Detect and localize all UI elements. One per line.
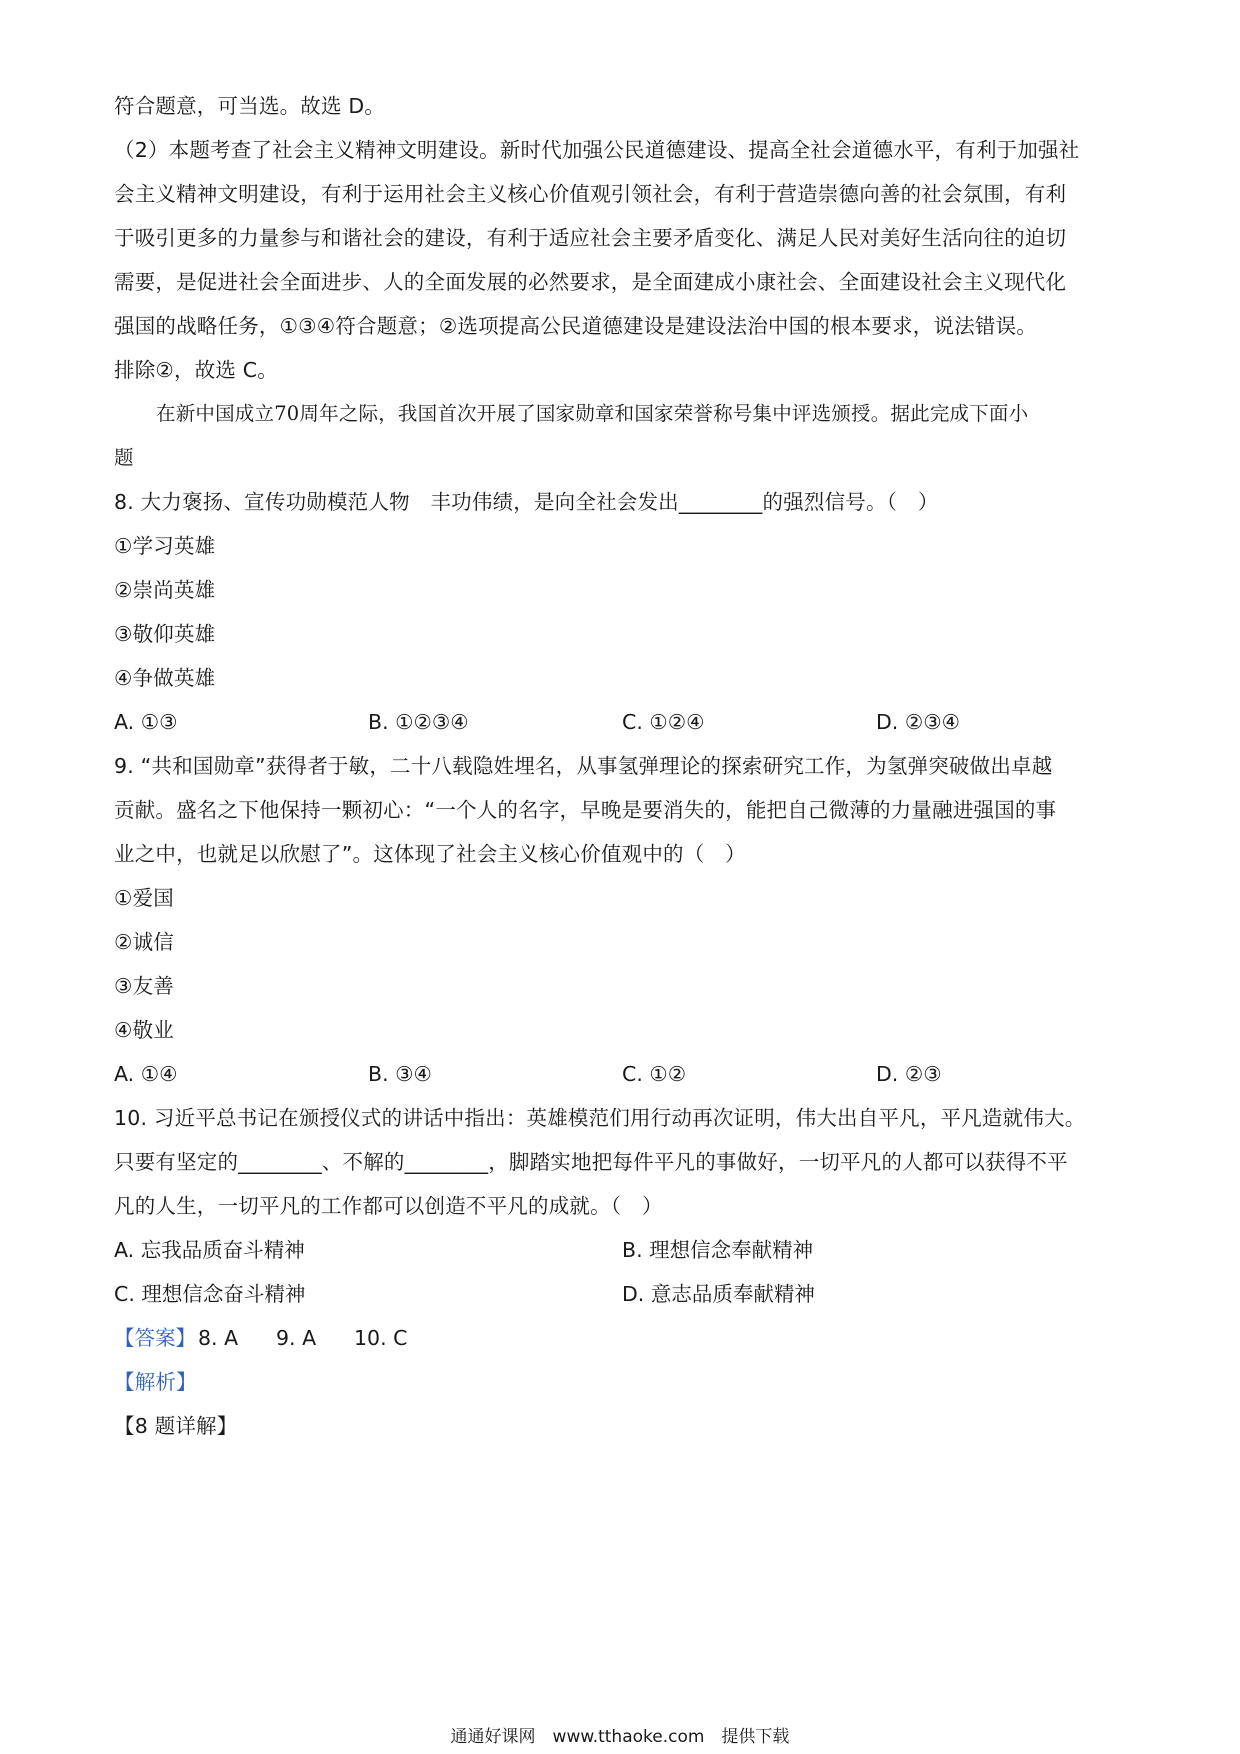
question-9-stem-line-1: 9. “共和国勋章”获得者于敏，二十八载隐姓埋名，从事氢弹理论的探索研究工作，为氢弹突破做出卓越 — [114, 754, 1053, 778]
answer-8: 8. A — [198, 1326, 239, 1350]
prev-answer-line-7: 排除②，故选 C。 — [114, 358, 279, 382]
prev-answer-line-6: 强国的战略任务，①③④符合题意；②选项提高公民道德建设是建设法治中国的根本要求，说法错误。 — [114, 314, 1038, 338]
question-9-item: ④敬业 — [114, 1018, 174, 1042]
option-d: D. 意志品质奉献精神 — [622, 1282, 815, 1306]
question-9-item: ①爱国 — [114, 886, 174, 910]
answer-9: 9. A — [276, 1326, 317, 1350]
option-b: B. 理想信念奉献精神 — [622, 1238, 814, 1262]
option-a: A. ①④ — [114, 1062, 178, 1086]
option-c: C. ①② — [622, 1062, 687, 1086]
page-footer: 通通好课网 www.tthaoke.com 提供下载 — [450, 1727, 790, 1747]
option-b: B. ①②③④ — [368, 710, 469, 734]
prev-answer-line-1: 符合题意，可当选。故选 D。 — [114, 94, 386, 118]
option-a: A. 忘我品质奋斗精神 — [114, 1238, 305, 1262]
option-d: D. ②③ — [876, 1062, 942, 1086]
question-8-stem: 8. 大力褒扬、宣传功勋模范人物 丰功伟绩，是向全社会发出________的强烈信号。（ ） — [114, 490, 939, 514]
question-9-item: ②诚信 — [114, 930, 174, 954]
answer-label: 【答案】 — [114, 1326, 196, 1350]
answer-10: 10. C — [354, 1326, 408, 1350]
question-10-stem-line-2: 只要有坚定的________、不解的________，脚踏实地把每件平凡的事做好，一切平凡的人都可以获得不平 — [114, 1150, 1068, 1174]
option-a: A. ①③ — [114, 710, 178, 734]
question-8-item: ②崇尚英雄 — [114, 578, 216, 602]
question-9-item: ③友善 — [114, 974, 174, 998]
prev-answer-line-4: 于吸引更多的力量参与和谐社会的建设，有利于适应社会主要矛盾变化、满足人民对美好生活向往的迫切 — [114, 226, 1067, 250]
question-9-stem-line-3: 业之中，也就足以欣慰了”。这体现了社会主义核心价值观中的（ ） — [114, 842, 746, 866]
option-c: C. 理想信念奋斗精神 — [114, 1282, 306, 1306]
question-8-item: ①学习英雄 — [114, 534, 216, 558]
question-8-item: ④争做英雄 — [114, 666, 216, 690]
question-10-stem-line-3: 凡的人生，一切平凡的工作都可以创造不平凡的成就。（ ） — [114, 1194, 663, 1218]
question-9-stem-line-2: 贡献。盛名之下他保持一颗初心：“一个人的名字，早晚是要消失的，能把自己微薄的力量融进强国的事 — [114, 798, 1057, 822]
question-8-item: ③敬仰英雄 — [114, 622, 216, 646]
prev-answer-line-3: 会主义精神文明建设，有利于运用社会主义核心价值观引领社会，有利于营造崇德向善的社会氛围，有利 — [114, 182, 1067, 206]
prev-answer-line-5: 需要，是促进社会全面进步、人的全面发展的必然要求，是全面建成小康社会、全面建设社会主义现代化 — [114, 270, 1067, 294]
question-8-detail-label: 【8 题详解】 — [114, 1414, 238, 1438]
analysis-label: 【解析】 — [114, 1370, 197, 1394]
option-c: C. ①②④ — [622, 710, 705, 734]
intro-line-1: 在新中国成立70周年之际，我国首次开展了国家勋章和国家荣誉称号集中评选颁授。据此完成下面小 — [156, 402, 1029, 425]
question-10-stem-line-1: 10. 习近平总书记在颁授仪式的讲话中指出：英雄模范们用行动再次证明，伟大出自平凡，平凡造就伟大。 — [114, 1106, 1086, 1130]
option-b: B. ③④ — [368, 1062, 432, 1086]
prev-answer-line-2: （2）本题考查了社会主义精神文明建设。新时代加强公民道德建设、提高全社会道德水平，有利于加强社 — [114, 138, 1080, 162]
intro-line-2: 题 — [114, 446, 134, 469]
option-d: D. ②③④ — [876, 710, 960, 734]
